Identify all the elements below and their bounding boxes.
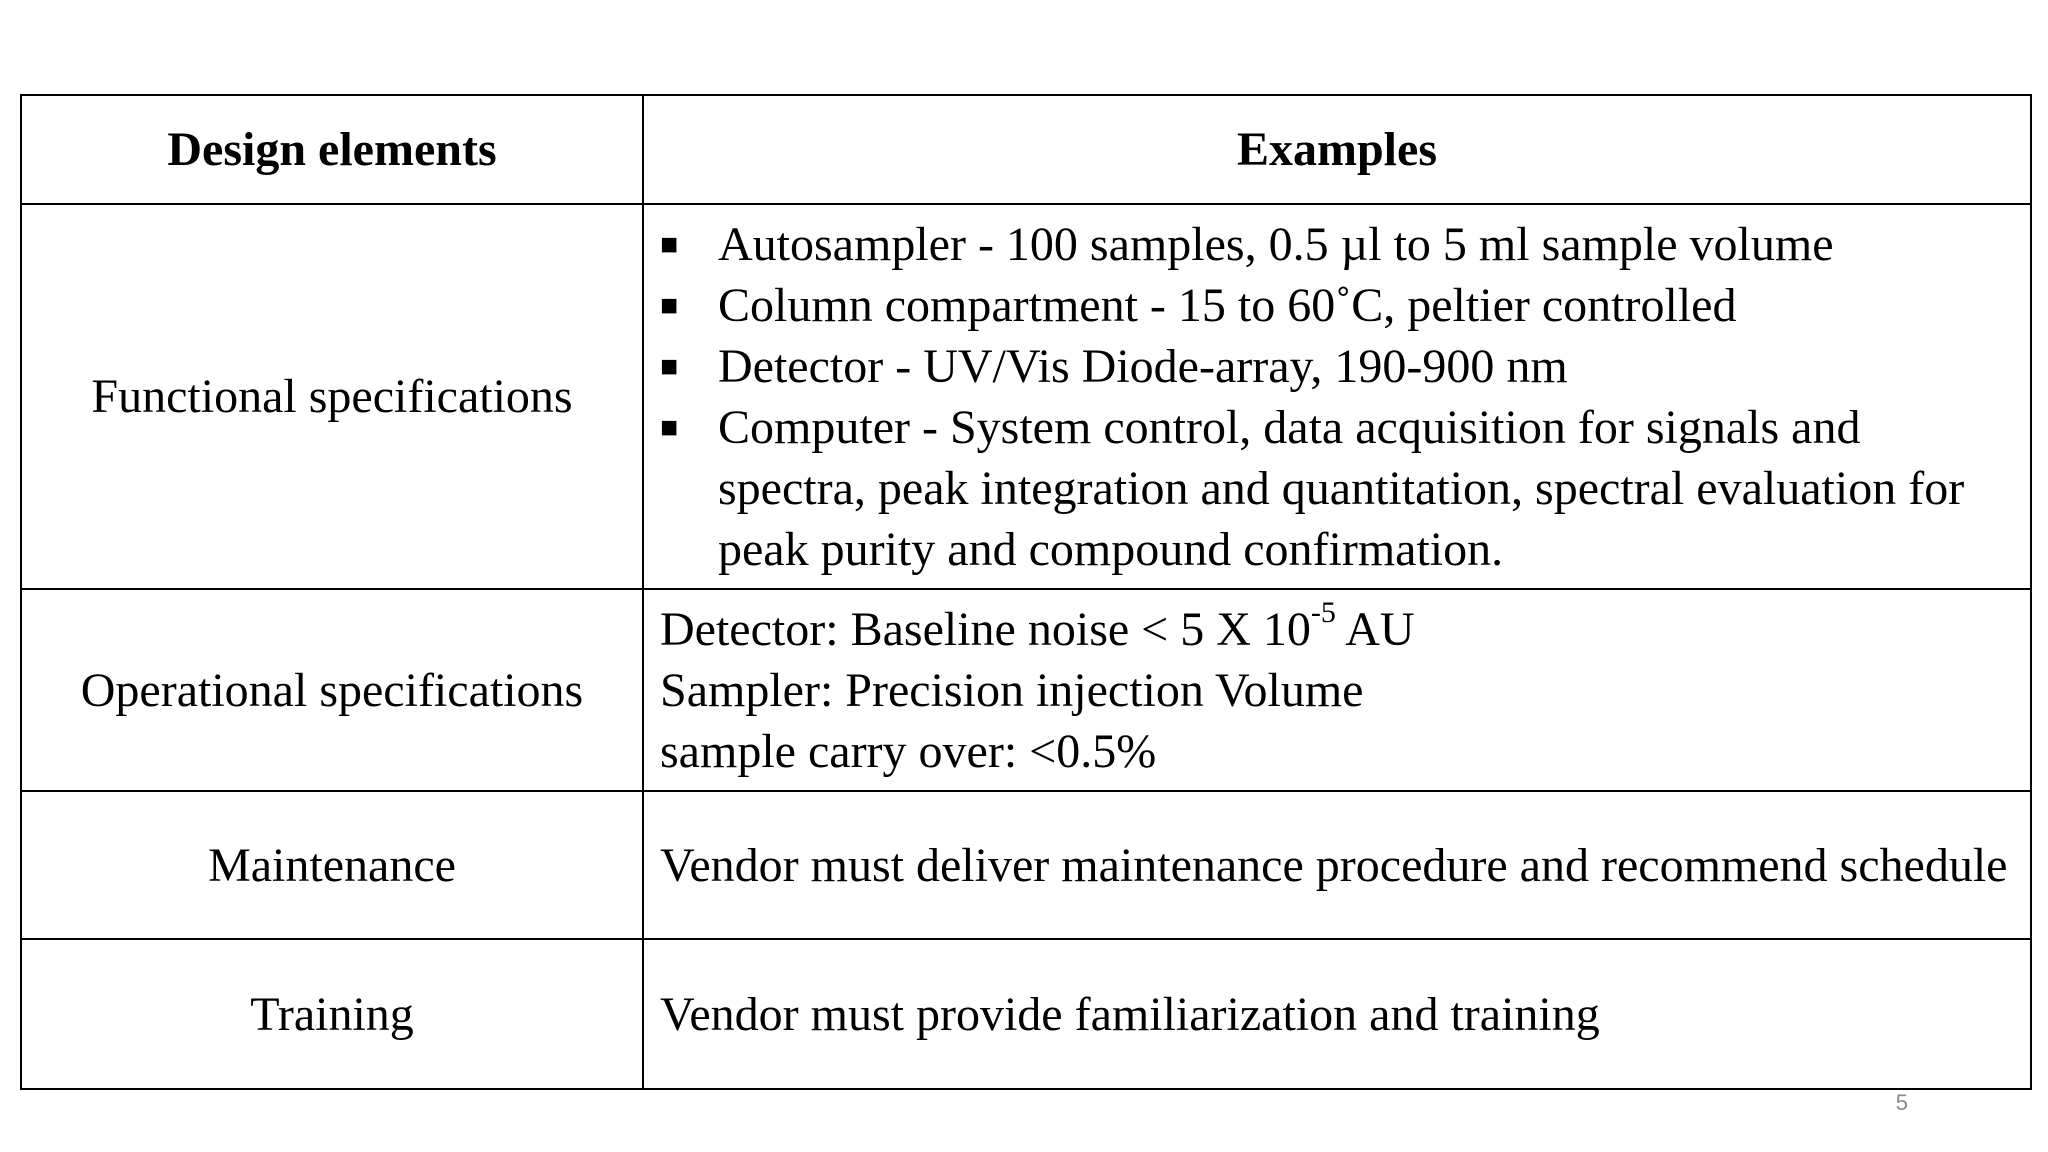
page-number: 5 bbox=[1895, 1090, 1908, 1115]
row-label-operational: Operational specifications bbox=[21, 589, 643, 791]
detector-spec-unit: AU bbox=[1335, 602, 1415, 656]
header-examples: Examples bbox=[643, 95, 2031, 204]
square-bullet-icon: ■ bbox=[660, 410, 679, 444]
header-design-elements: Design elements bbox=[21, 95, 643, 204]
list-item bbox=[660, 397, 2014, 580]
training-cell: Vendor must provide familiarization and training bbox=[643, 939, 2031, 1089]
detector-spec-text: Detector: Baseline noise < 5 X 10 bbox=[660, 602, 1311, 656]
list-item bbox=[660, 275, 2014, 336]
maintenance-cell: Vendor must deliver maintenance procedure and recommend schedule bbox=[643, 791, 2031, 939]
sampler-spec-line: Sampler: Precision injection Volume bbox=[660, 663, 1364, 717]
table-row bbox=[21, 939, 2031, 1089]
functional-specs-list bbox=[660, 214, 2014, 580]
functional-specs-cell bbox=[643, 204, 2031, 589]
detector-spec-line bbox=[660, 595, 2014, 660]
square-bullet-icon: ■ bbox=[660, 227, 679, 261]
row-label-functional: Functional specifications bbox=[21, 204, 643, 589]
square-bullet-icon: ■ bbox=[660, 288, 679, 322]
table-header-row bbox=[21, 95, 2031, 204]
bullet-text: Computer - System control, data acquisition for signals and spectra, peak integration and quantitation, spectral evaluation for peak purity and compound confirmation. bbox=[718, 400, 1965, 576]
detector-spec-exponent: -5 bbox=[1310, 595, 1336, 629]
square-bullet-icon: ■ bbox=[660, 349, 679, 383]
row-label-maintenance: Maintenance bbox=[21, 791, 643, 939]
operational-specs-cell bbox=[643, 589, 2031, 791]
row-label-training: Training bbox=[21, 939, 643, 1089]
carry-over-spec-line: sample carry over: <0.5% bbox=[660, 724, 1157, 778]
bullet-text: Column compartment - 15 to 60˚C, peltier controlled bbox=[718, 278, 1737, 332]
bullet-text: Detector - UV/Vis Diode-array, 190-900 nm bbox=[718, 339, 1568, 393]
table-row bbox=[21, 791, 2031, 939]
table-row bbox=[21, 204, 2031, 589]
specifications-table bbox=[20, 94, 2032, 1090]
list-item bbox=[660, 336, 2014, 397]
table-row bbox=[21, 589, 2031, 791]
bullet-text: Autosampler - 100 samples, 0.5 µl to 5 ml sample volume bbox=[718, 217, 1834, 271]
list-item bbox=[660, 214, 2014, 275]
